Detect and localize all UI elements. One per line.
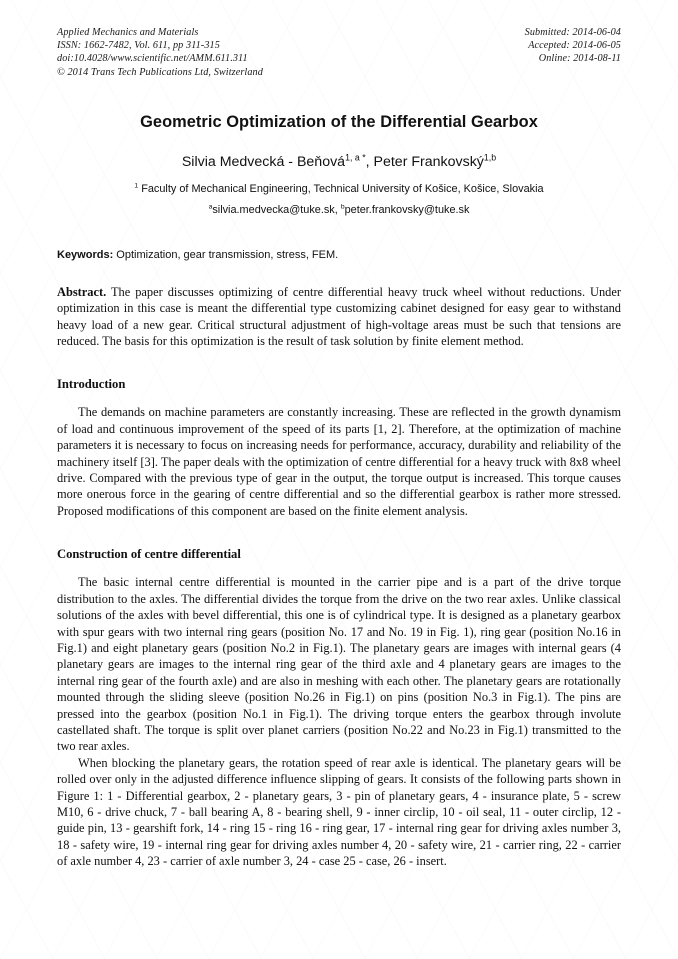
masthead-right-block [525,26,621,66]
section-paragraph: The demands on machine parameters are constantly increasing. These are reflected in the growth dynamism of load and continuous improvement of the speed of its parts [1, 2]. Therefore, at the optimization of machine parameters it is necessary to focus on increasing needs for performance, accuracy, durability and reliability of the machinery itself [3]. The paper deals with the optimization of centre differential for a heavy truck with 8x8 wheel drive. Compared with the previous type of gear in the output, the torque output is increased. This torque causes more onerous force in the gearing of centre differential and so the differential gearbox is rather more stressed. Proposed modifications of this component are based on the finite element analysis. [57,405,621,518]
section-construction-of-centre-differential [57,546,621,869]
submitted-date: Submitted: 2014-06-04 [524,27,621,38]
journal-issn-volume: ISSN: 1662-7482, Vol. 611, pp 311-315 [57,40,220,52]
section-introduction [57,376,621,519]
author-1-affiliation-marker: 1, a * [345,152,366,163]
section-paragraph: The basic internal centre differential is mounted in the carrier pipe and is a part of the drive torque distribution to the axles. The differential divides the torque from the drive on the two rear axles. Unlike classical solutions of the axles with bevel differential, this one is of cylindrical type. It is designed as a planetary gearbox with spur gears with two internal ring gears (position No. 17 and No. 19 in Fig. 1), ring gear (position No.16 in Fig.1) and eight planetary gears (position No.2 in Fig.1). The planetary gears are images with internal gears (4 planetary gears are images to the internal ring gear of the third axle and 4 planetary gears are images to the internal ring gear of the fourth axle) and are also in meshing with each other. The planetary gears are rotationally mounted through the sliding sleeve (position No.26 in Fig.1) on pins (position No.3 in Fig.1). The pins are pressed into the gearbox (position No.1 in Fig.1). The driving torque enters the gearbox through involute castellated shaft. The torque is split over planet carriers (position No.22 and No.23 in Fig.1) transmitted to the two rear axles. [57,575,621,754]
abstract-block [57,284,621,350]
keywords-line [57,248,621,263]
online-date: Online: 2014-08-11 [538,53,621,65]
accepted-date: Accepted: 2014-06-05 [528,40,621,52]
keywords-label: Keywords: [57,248,114,261]
affiliation-text: Faculty of Mechanical Engineering, Technical University of Košice, Košice, Slovakia [138,182,544,195]
journal-doi: doi:10.4028/www.scientific.net/AMM.611.311 [57,53,248,65]
section-paragraph: When blocking the planetary gears, the rotation speed of rear axle is identical. The planetary gears will be rolled over only in the adjusted difference influence slipping of gears. It consists of the following parts shown in Figure 1: 1 - Differential gearbox, 2 - planetary gears, 3 - pin of planetary gears, 4 - insurance plate, 5 - screw M10, 6 - drive chuck, 7 - ball bearing A, 8 - bearing shell, 9 - inner circlip, 10 - oil seal, 11 - outer circlip, 12 - guide pin, 13 - gearshift fork, 14 - ring 15 - ring 16 - ring gear, 17 - internal ring gear for driving axles number 3, 18 - safety wire, 19 - internal ring gear for driving axles number 4, 20 - safety wire, 21 - carrier ring, 22 - carrier of axle number 4, 23 - carrier of axle number 3, 24 - case 25 - case, 26 - insert. [57,755,621,869]
abstract-text: The paper discusses optimizing of centre differential heavy truck wheel without reductions. Under optimization in this case is meant the differential type customizing cabinet designed for easy gear to withstand heavy load of a new gear. Critical structural adjustment of high-voltage areas must be such that tensions are reduced. The basis for this optimization is the result of task solution by finite element method. [57,284,621,349]
section-heading: Construction of centre differential [57,547,241,562]
author-2-affiliation-marker: 1,b [483,152,497,163]
abstract-label: Abstract. [57,284,107,299]
author-name-1: Silvia Medvecká - Beňová [181,153,346,170]
journal-name: Applied Mechanics and Materials [57,27,199,38]
section-heading: Introduction [57,377,126,392]
page-title: Geometric Optimization of the Differential Gearbox [140,112,538,131]
email-address-b: peter.frankovsky@tuke.sk [344,203,470,216]
affiliation-marker: 1 [134,182,139,190]
email-line [57,203,621,218]
journal-masthead [57,26,621,79]
journal-copyright: © 2014 Trans Tech Publications Ltd, Switzerland [57,66,263,78]
author-name-2: Peter Frankovský [373,153,484,170]
email-marker-b: b [340,203,345,211]
keywords-value: Optimization, gear transmission, stress, FEM. [113,248,339,261]
email-marker-a: a [208,203,213,211]
author-separator: , [365,153,374,170]
masthead-left-block [57,26,263,79]
email-address-a: silvia.medvecka@tuke.sk, [212,203,341,216]
affiliation-line [57,182,621,197]
author-list [57,153,621,171]
